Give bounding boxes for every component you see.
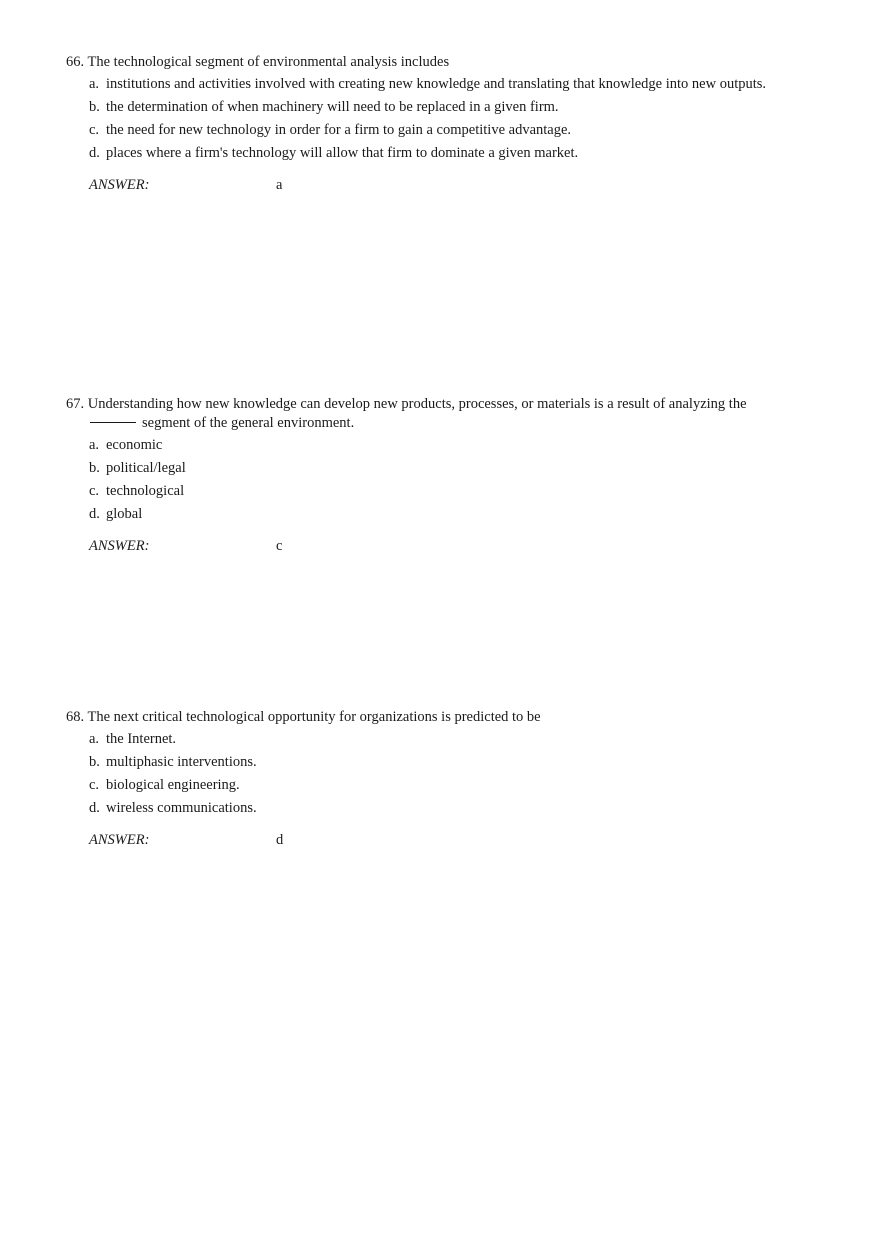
question-text: The technological segment of environmental analysis includes	[87, 54, 450, 70]
option-letter: a.	[89, 731, 100, 747]
option-text: the determination of when machinery will need to be replaced in a given firm.	[106, 99, 559, 115]
question-text-continued	[66, 414, 826, 433]
option-letter: d.	[89, 800, 100, 816]
option-text: places where a firm's technology will allow that firm to dominate a given market.	[106, 145, 579, 161]
answer-label: ANSWER:	[89, 538, 150, 554]
question-67	[66, 395, 826, 556]
answer-label: ANSWER:	[89, 832, 150, 848]
answer-value: c	[276, 538, 283, 554]
question-number: 68.	[66, 709, 85, 725]
question-68	[66, 708, 826, 850]
answer-options	[66, 436, 826, 524]
option-letter: a.	[89, 437, 100, 453]
question-stem	[66, 395, 826, 433]
answer-value: a	[276, 177, 283, 193]
option-letter: b.	[89, 460, 100, 476]
answer-row	[66, 175, 826, 195]
option-b	[66, 753, 826, 772]
option-letter: d.	[89, 145, 100, 161]
option-text: the Internet.	[106, 731, 177, 747]
option-d	[66, 799, 826, 818]
option-letter: c.	[89, 777, 100, 793]
question-text-end: segment of the general environment.	[142, 415, 355, 431]
option-c	[66, 121, 826, 140]
option-b	[66, 98, 826, 117]
option-text: wireless communications.	[106, 800, 257, 816]
option-text: economic	[106, 437, 163, 453]
option-letter: d.	[89, 506, 100, 522]
answer-options	[66, 730, 826, 818]
question-66	[66, 53, 826, 195]
option-c	[66, 776, 826, 795]
question-stem	[66, 708, 826, 727]
option-text: political/legal	[106, 460, 186, 476]
option-letter: c.	[89, 483, 100, 499]
option-b	[66, 459, 826, 478]
option-a	[66, 436, 826, 455]
question-number: 66.	[66, 54, 85, 70]
option-c	[66, 482, 826, 501]
option-d	[66, 505, 826, 524]
fill-in-blank	[90, 422, 136, 423]
option-letter: a.	[89, 76, 100, 92]
answer-label: ANSWER:	[89, 177, 150, 193]
option-text: technological	[106, 483, 185, 499]
option-a	[66, 75, 826, 94]
option-text: the need for new technology in order for a firm to gain a competitive advantage.	[106, 122, 572, 138]
answer-row	[66, 536, 826, 556]
question-text: The next critical technological opportunity for organizations is predicted to be	[87, 709, 541, 725]
option-text: biological engineering.	[106, 777, 240, 793]
option-letter: c.	[89, 122, 100, 138]
option-d	[66, 144, 826, 163]
option-text: institutions and activities involved with creating new knowledge and translating that knowledge into new outputs.	[106, 76, 767, 92]
option-text: multiphasic interventions.	[106, 754, 257, 770]
option-text: global	[106, 506, 143, 522]
question-number: 67.	[66, 396, 85, 412]
answer-row	[66, 830, 826, 850]
option-letter: b.	[89, 99, 100, 115]
option-letter: b.	[89, 754, 100, 770]
option-a	[66, 730, 826, 749]
question-stem	[66, 53, 826, 72]
answer-options	[66, 75, 826, 163]
question-text: Understanding how new knowledge can develop new products, processes, or materials is a result of analyzing the	[87, 396, 747, 412]
answer-value: d	[276, 832, 284, 848]
